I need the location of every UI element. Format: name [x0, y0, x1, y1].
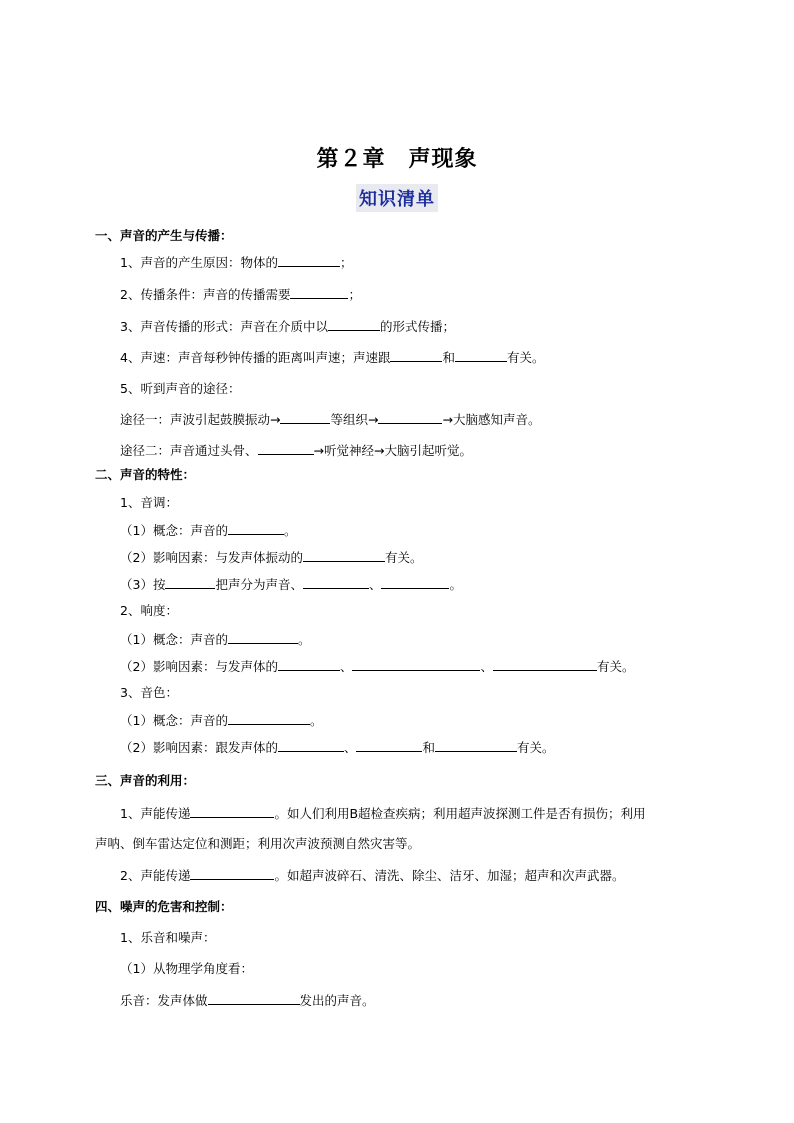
fill-blank[interactable] [258, 441, 314, 455]
text: 、 [339, 659, 353, 674]
fill-blank[interactable] [228, 711, 310, 725]
item-1-2 [120, 285, 361, 304]
item-2-2: 2、响度： [120, 603, 178, 618]
item-2-1-1 [120, 521, 296, 540]
item-1-3 [120, 317, 455, 336]
text: 发出的声音。 [299, 993, 375, 1008]
fill-blank[interactable] [303, 548, 385, 562]
text: 3、声音传播的形式：声音在介质中以 [120, 319, 328, 334]
text: 和 [422, 740, 435, 755]
text: （2）影响因素：跟发声体的 [120, 740, 278, 755]
text: →听觉神经→大脑引起听觉。 [313, 443, 472, 458]
fill-blank[interactable] [356, 738, 422, 752]
item-3-1 [120, 804, 646, 823]
fill-blank[interactable] [328, 317, 380, 331]
text: 乐音：发声体做 [120, 993, 208, 1008]
item-4-1: 1、乐音和噪声： [120, 930, 216, 945]
section-heading-1: 一、声音的产生与传播： [95, 228, 233, 243]
fill-blank[interactable] [278, 253, 340, 267]
text: （1）概念：声音的 [120, 523, 228, 538]
section-heading-4: 四、噪声的危害和控制： [95, 899, 233, 914]
text: 途径二：声音通过头骨、 [120, 443, 258, 458]
item-2-1: 1、音调： [120, 495, 178, 510]
text: （2）影响因素：与发声体振动的 [120, 550, 303, 565]
text: 1、声音的产生原因：物体的 [120, 255, 278, 270]
fill-blank[interactable] [278, 738, 344, 752]
item-2-3: 3、音色： [120, 685, 178, 700]
text: 把声分为声音、 [215, 577, 303, 592]
item-2-1-2 [120, 548, 422, 567]
text: ； [339, 255, 353, 270]
fill-blank[interactable] [381, 575, 449, 589]
text: 。如人们利用B超检查疾病；利用超声波探测工件是否有损伤；利用 [274, 806, 646, 821]
item-4-1-1: （1）从物理学角度看： [120, 961, 253, 976]
item-2-2-1 [120, 630, 310, 649]
fill-blank[interactable] [228, 521, 284, 535]
text: 有关。 [517, 740, 555, 755]
path-one [120, 410, 540, 429]
text: 。 [297, 632, 311, 647]
item-3-1-cont: 声呐、倒车雷达定位和测距；利用次声波预测自然灾害等。 [95, 836, 421, 851]
item-2-3-1 [120, 711, 322, 730]
fill-blank[interactable] [278, 657, 340, 671]
text: （1）概念：声音的 [120, 632, 228, 647]
text: 等组织→ [330, 412, 379, 427]
text: 4、声速：声音每秒钟传播的距离叫声速；声速跟 [120, 350, 391, 365]
text: 有关。 [506, 350, 545, 365]
text: 和 [442, 350, 455, 365]
text: 。如超声波碎石、清洗、除尘、洁牙、加湿；超声和次声武器。 [274, 868, 625, 883]
fill-blank[interactable] [455, 348, 507, 362]
item-4-1-music [120, 991, 375, 1010]
item-3-2 [120, 866, 624, 885]
text: 有关。 [384, 550, 423, 565]
fill-blank[interactable] [303, 575, 369, 589]
text: 有关。 [597, 659, 635, 674]
item-2-1-3 [120, 575, 462, 594]
text: 的形式传播； [379, 319, 455, 334]
item-2-3-2 [120, 738, 555, 757]
fill-blank[interactable] [352, 657, 480, 671]
text: 2、传播条件：声音的传播需要 [120, 287, 291, 302]
item-1-5: 5、听到声音的途径： [120, 381, 241, 396]
section-subtitle: 知识清单 [356, 184, 438, 212]
text: （2）影响因素：与发声体的 [120, 659, 278, 674]
text: （1）概念：声音的 [120, 713, 228, 728]
fill-blank[interactable] [280, 410, 330, 424]
text: 、 [368, 577, 382, 592]
fill-blank[interactable] [290, 285, 348, 299]
subtitle-container [0, 184, 794, 212]
section-heading-2: 二、声音的特性： [95, 467, 196, 482]
fill-blank[interactable] [228, 630, 298, 644]
text: 。 [283, 523, 297, 538]
text: 途径一：声波引起鼓膜振动→ [120, 412, 281, 427]
fill-blank[interactable] [378, 410, 442, 424]
fill-blank[interactable] [190, 866, 274, 880]
fill-blank[interactable] [493, 657, 597, 671]
fill-blank[interactable] [208, 991, 300, 1005]
text: 、 [343, 740, 357, 755]
text: 。 [449, 577, 462, 592]
item-2-2-2 [120, 657, 635, 676]
text: →大脑感知声音。 [442, 412, 541, 427]
text: ； [348, 287, 361, 302]
item-1-4 [120, 348, 545, 367]
text: 。 [309, 713, 323, 728]
path-two [120, 441, 472, 460]
text: 1、声能传递 [120, 806, 191, 821]
text: 2、声能传递 [120, 868, 191, 883]
fill-blank[interactable] [190, 804, 274, 818]
chapter-title: 第２章 声现象 [316, 146, 478, 172]
section-heading-3: 三、声音的利用： [95, 773, 196, 788]
fill-blank[interactable] [165, 575, 215, 589]
text: （3）按 [120, 577, 166, 592]
fill-blank[interactable] [390, 348, 442, 362]
item-1-1 [120, 253, 352, 272]
text: 、 [480, 659, 493, 674]
fill-blank[interactable] [435, 738, 517, 752]
